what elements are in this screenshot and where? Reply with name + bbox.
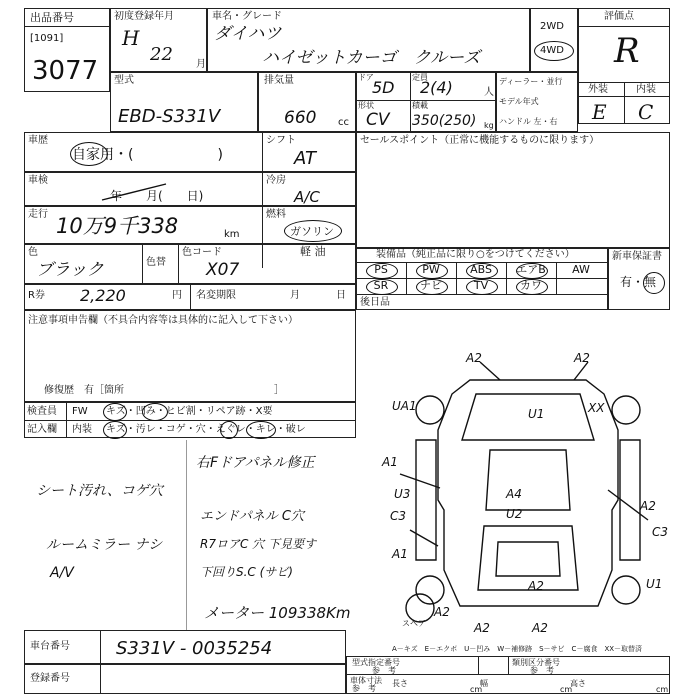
damage-mark: U1 xyxy=(528,407,545,421)
equipment-selected-circle xyxy=(466,263,498,279)
note-4: ルームミラー ナシ xyxy=(46,537,163,553)
shift-value: AT xyxy=(294,148,316,169)
car-diagram xyxy=(380,350,670,640)
fw-items: キズ・凹み・ヒビ割・リペア跡・X要 xyxy=(106,406,273,417)
spare-label: スペア xyxy=(402,619,426,628)
notes-header: 注意事項申告欄（不具合内容等は具体的に記入して下さい） xyxy=(28,315,298,326)
equipment-selected-circle xyxy=(516,263,548,279)
history-label: 車歴 xyxy=(28,135,48,146)
first-registration-label: 初度登録年月 xyxy=(114,11,174,22)
damage-mark: A2 xyxy=(474,621,490,635)
interior-entry-label: 内装 xyxy=(72,424,92,435)
equipment-selected-circle xyxy=(416,279,448,295)
exterior-label: 外装 xyxy=(588,84,608,95)
equipment-item: PW xyxy=(422,263,440,276)
bracket-number: [1091] xyxy=(30,33,64,44)
score-value: R xyxy=(614,31,640,71)
name-change-day: 日 xyxy=(336,290,346,301)
damage-mark: A2 xyxy=(640,499,656,513)
interior-grade: C xyxy=(638,100,654,124)
registration-doc-label: 後日品 xyxy=(360,297,390,308)
doors-label: ドア xyxy=(358,73,374,82)
damage-legend: A－キズ E－エクボ U－凹み W－補修跡 S－サビ C－腐食 XX－取替済 xyxy=(392,645,643,653)
equipment-item: AW xyxy=(572,263,590,276)
damage-mark: U1 xyxy=(646,577,663,591)
type-designation-label: 型式指定番号 xyxy=(352,658,400,667)
equipment-item: TV xyxy=(473,279,489,292)
int-hole-circle xyxy=(220,421,238,439)
damage-mark: UA1 xyxy=(392,399,417,413)
damage-mark: C3 xyxy=(652,525,669,539)
reg-year: 22 xyxy=(150,44,173,65)
sales-point-label: セールスポイント（正常に機能するものに限ります） xyxy=(360,135,600,146)
displacement-label: 排気量 xyxy=(264,75,294,86)
inspection-value: 年 月( 日) xyxy=(110,189,204,203)
equipment-item: ABS xyxy=(470,263,492,276)
paint-change-label: 色替 xyxy=(146,257,166,268)
capacity-label: 定員 xyxy=(412,73,428,82)
inspection-strike xyxy=(100,176,170,206)
type-designation-ref: 参 考 xyxy=(372,666,396,675)
gasoline-circle xyxy=(284,220,342,242)
body-shape-label: 形状 xyxy=(358,101,374,110)
note-3: エンドパネル C穴 xyxy=(200,509,304,524)
entry-column-label: 記入欄 xyxy=(27,424,57,435)
damage-mark: A2 xyxy=(528,579,544,593)
damage-mark: A2 xyxy=(574,351,590,365)
maker-name: ダイハツ xyxy=(214,24,282,44)
registration-number-label: 登録番号 xyxy=(30,673,70,684)
model-type-value: EBD-S331V xyxy=(118,106,221,127)
fuel-label: 燃料 xyxy=(266,209,286,220)
mileage-value: 10万9千338 xyxy=(56,214,179,238)
damage-mark: A1 xyxy=(392,547,408,561)
name-change-month: 月 xyxy=(290,290,300,301)
inspector-label: 検査員 xyxy=(27,406,57,417)
sales-point-box xyxy=(356,132,670,248)
capacity-value: 2(4) xyxy=(420,78,453,97)
warranty-options: 有・無 xyxy=(620,275,657,289)
shift-label: シフト xyxy=(266,135,296,146)
reg-month-label: 月 xyxy=(196,59,206,70)
equipment-selected-circle xyxy=(366,263,398,279)
damage-mark: C3 xyxy=(390,509,407,523)
warranty-label: 新車保証書 xyxy=(612,251,662,262)
model-year-label: モデル年式 xyxy=(499,97,539,106)
equipment-selected-circle xyxy=(466,279,498,295)
kg-label: kg xyxy=(484,121,494,130)
model-name: ハイゼットカーゴ クルーズ xyxy=(262,48,481,68)
drive-box xyxy=(530,8,578,72)
width-label: 幅 xyxy=(480,679,488,688)
lot-number-value: 3077 xyxy=(32,56,99,86)
load-capacity-value: 350(250) xyxy=(412,113,477,129)
model-grade-label: 車名・グレード xyxy=(212,11,282,22)
note-6: 下回りS.C (サビ) xyxy=(200,565,293,579)
recycle-label: R券 xyxy=(28,290,45,301)
length-cm: cm xyxy=(470,685,483,694)
aircon-value: A/C xyxy=(294,188,320,206)
vehicle-dims-label: 車体寸法 xyxy=(350,676,382,685)
damage-mark: U2 xyxy=(506,507,523,521)
vehicle-dims-ref: 参 考 xyxy=(352,684,376,693)
doors-value: 5D xyxy=(372,78,395,97)
two-wd-label: 2WD xyxy=(540,21,564,32)
width-cm: cm xyxy=(560,685,573,694)
damage-mark: A2 xyxy=(532,621,548,635)
note-2: シート汚れ、コゲ穴 xyxy=(36,483,163,499)
class-number-ref: 参 考 xyxy=(530,666,554,675)
note-8: メーター 109338Km xyxy=(204,604,351,622)
equipment-item: ナビ xyxy=(420,279,442,292)
fuel-option-gasoline: ガソリン xyxy=(290,225,334,238)
equipment-selected-circle xyxy=(516,279,548,295)
name-change-label: 名変期限 xyxy=(196,290,236,301)
persons-label: 人 xyxy=(484,87,494,98)
note-5: R7ロアC 穴 下見要す xyxy=(200,537,316,551)
int-tear-circle xyxy=(246,421,276,439)
damage-mark: A2 xyxy=(466,351,482,365)
damage-mark: A2 xyxy=(434,605,450,619)
note-1: 右Fドアパネル修正 xyxy=(196,455,315,471)
color-label: 色 xyxy=(28,247,38,258)
yen-label: 円 xyxy=(172,290,182,301)
equipment-selected-circle xyxy=(416,263,448,279)
warranty-none-circle xyxy=(643,272,665,294)
height-label: 高さ xyxy=(570,679,586,688)
damage-mark: A4 xyxy=(506,487,522,501)
color-value: ブラック xyxy=(36,260,104,280)
lot-number-label: 出品番号 xyxy=(30,11,74,24)
score-label: 評価点 xyxy=(604,11,634,22)
equipment-item: SR xyxy=(373,279,389,292)
damage-mark: A1 xyxy=(382,455,398,469)
color-code-value: X07 xyxy=(206,260,240,280)
equipment-label: 装備品（純正品に限り○をつけてください） xyxy=(376,249,575,260)
km-label: km xyxy=(224,229,240,240)
chassis-value: S331V - 0035254 xyxy=(116,638,273,659)
fw-label: FW xyxy=(72,406,88,417)
class-number-label: 類別区分番号 xyxy=(512,658,560,667)
four-wd-label: 4WD xyxy=(540,45,564,56)
fw-scratch-circle xyxy=(103,403,127,421)
private-use-circle xyxy=(70,142,108,166)
mileage-label: 走行 xyxy=(28,209,48,220)
load-capacity-label: 積載 xyxy=(412,101,428,110)
length-label: 長さ xyxy=(392,679,408,688)
handle-label: ハンドル 左・右 xyxy=(499,117,558,126)
displacement-value: 660 xyxy=(284,108,317,128)
fw-dent-circle xyxy=(142,403,168,421)
fuel-option-diesel: 軽 油 xyxy=(300,245,326,258)
registration-number-box xyxy=(24,664,346,694)
four-wd-circle xyxy=(534,41,574,61)
exterior-grade: E xyxy=(592,100,607,124)
int-scratch-circle xyxy=(103,421,127,439)
equipment-item: カワ xyxy=(520,279,542,292)
damage-mark: XX xyxy=(588,401,605,415)
reg-era: H xyxy=(122,26,140,50)
damage-mark: U3 xyxy=(394,487,411,501)
recycle-value: 2,220 xyxy=(80,286,126,305)
cc-label: cc xyxy=(338,117,349,128)
body-shape-value: CV xyxy=(366,110,390,130)
aircon-label: 冷房 xyxy=(266,175,286,186)
repair-history: 修復歴 有［箇所 ］ xyxy=(44,385,284,396)
equipment-item: PS xyxy=(374,263,388,276)
note-7: A/V xyxy=(50,565,74,581)
interior-label: 内装 xyxy=(636,84,656,95)
dealer-label: ディーラー・並行 xyxy=(499,77,563,86)
equipment-selected-circle xyxy=(366,279,398,295)
chassis-label: 車台番号 xyxy=(30,641,70,652)
model-type-label: 型式 xyxy=(114,75,134,86)
inspection-label: 車検 xyxy=(28,175,48,186)
equipment-item: エアB xyxy=(516,263,546,276)
history-value: 自家用・( ) xyxy=(72,147,223,163)
height-cm: cm xyxy=(656,685,669,694)
color-code-label: 色コード xyxy=(182,247,222,258)
interior-entry-items: キズ・汚レ・コゲ・穴・えぐレ・キレ・破レ xyxy=(106,424,306,435)
